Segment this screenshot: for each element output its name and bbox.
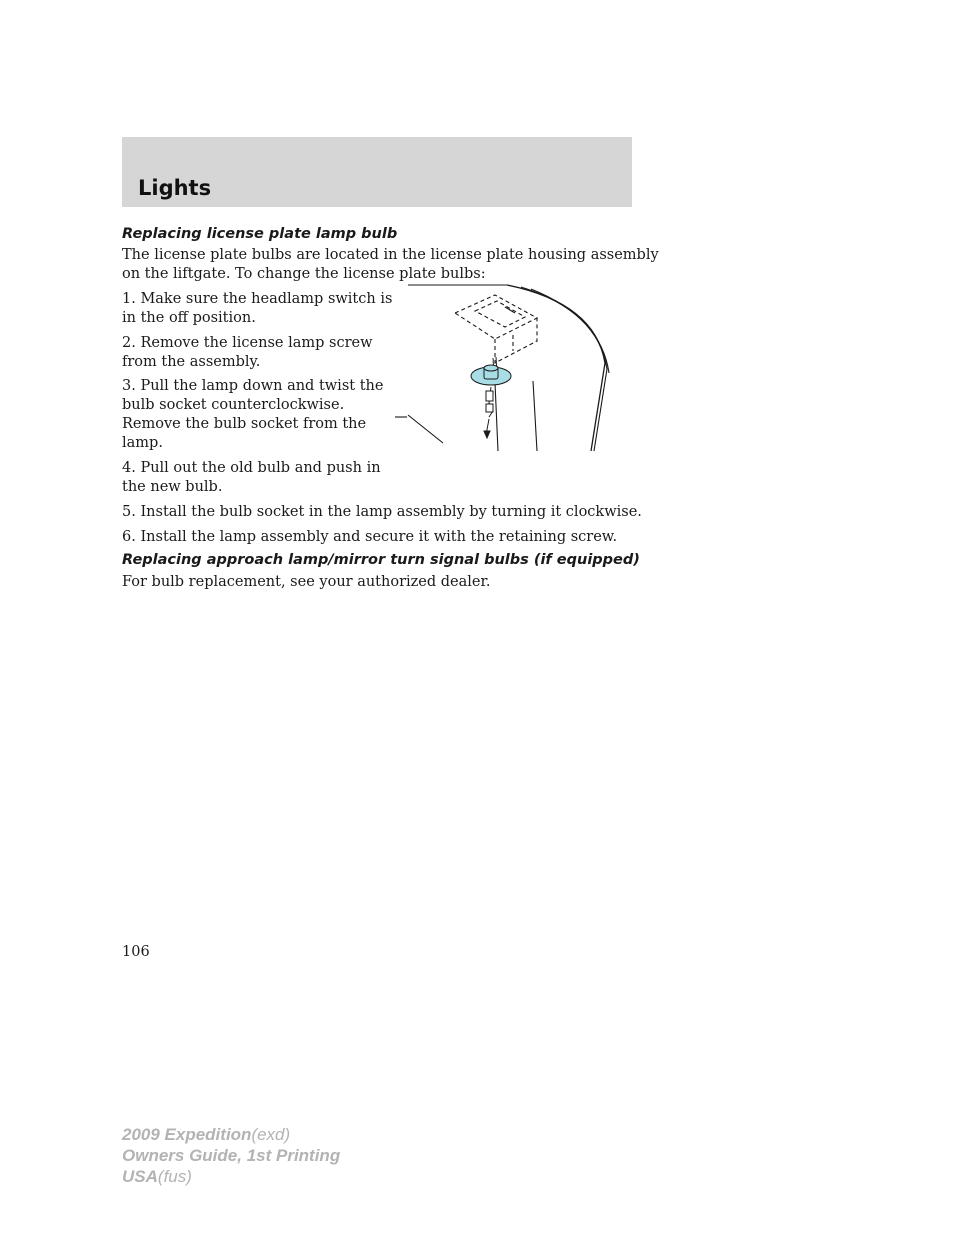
step-text: 6. Install the lamp assembly and secure it with the retaining screw. <box>122 529 618 545</box>
page-number: 106 <box>122 944 150 960</box>
step-text: from the assembly. <box>122 354 261 370</box>
footer-guide: Owners Guide, 1st Printing <box>122 1146 341 1165</box>
step-text: in the off position. <box>122 310 256 326</box>
step-text: 4. Pull out the old bulb and push in <box>122 460 381 476</box>
step-5 <box>122 503 642 522</box>
step-text: 2. Remove the license lamp screw <box>122 335 373 351</box>
footer-market: USA <box>122 1167 158 1186</box>
document-footer <box>122 1124 340 1187</box>
footer-line-model <box>122 1124 340 1145</box>
step-6 <box>122 528 642 547</box>
step-text: 3. Pull the lamp down and twist the <box>122 378 384 394</box>
footer-line-guide <box>122 1145 340 1166</box>
license-plate-lamp-illustration <box>395 283 635 453</box>
footer-line-market <box>122 1166 340 1187</box>
section-title: Lights <box>138 176 212 200</box>
step-4 <box>122 459 394 497</box>
step-text: 1. Make sure the headlamp switch is <box>122 291 393 307</box>
intro-line: on the liftgate. To change the license plate bulbs: <box>122 266 486 282</box>
footer-model: 2009 Expedition <box>122 1125 252 1144</box>
intro-paragraph <box>122 246 659 284</box>
step-text: the new bulb. <box>122 479 223 495</box>
step-text: bulb socket counterclockwise. <box>122 397 345 413</box>
footer-model-code: (exd) <box>251 1125 291 1144</box>
step-text: Remove the bulb socket from the <box>122 416 367 432</box>
step-text: lamp. <box>122 435 163 451</box>
step-2 <box>122 334 394 372</box>
license-plate-heading: Replacing license plate lamp bulb <box>122 226 398 242</box>
step-text: 5. Install the bulb socket in the lamp assembly by turning it clockwise. <box>122 504 642 520</box>
step-3 <box>122 377 394 453</box>
intro-line: The license plate bulbs are located in the license plate housing assembly <box>122 247 659 263</box>
footer-market-code: (fus) <box>157 1167 192 1186</box>
step-1 <box>122 290 394 328</box>
approach-paragraph: For bulb replacement, see your authorized dealer. <box>122 574 491 590</box>
approach-lamp-heading: Replacing approach lamp/mirror turn signal bulbs (if equipped) <box>122 552 640 568</box>
